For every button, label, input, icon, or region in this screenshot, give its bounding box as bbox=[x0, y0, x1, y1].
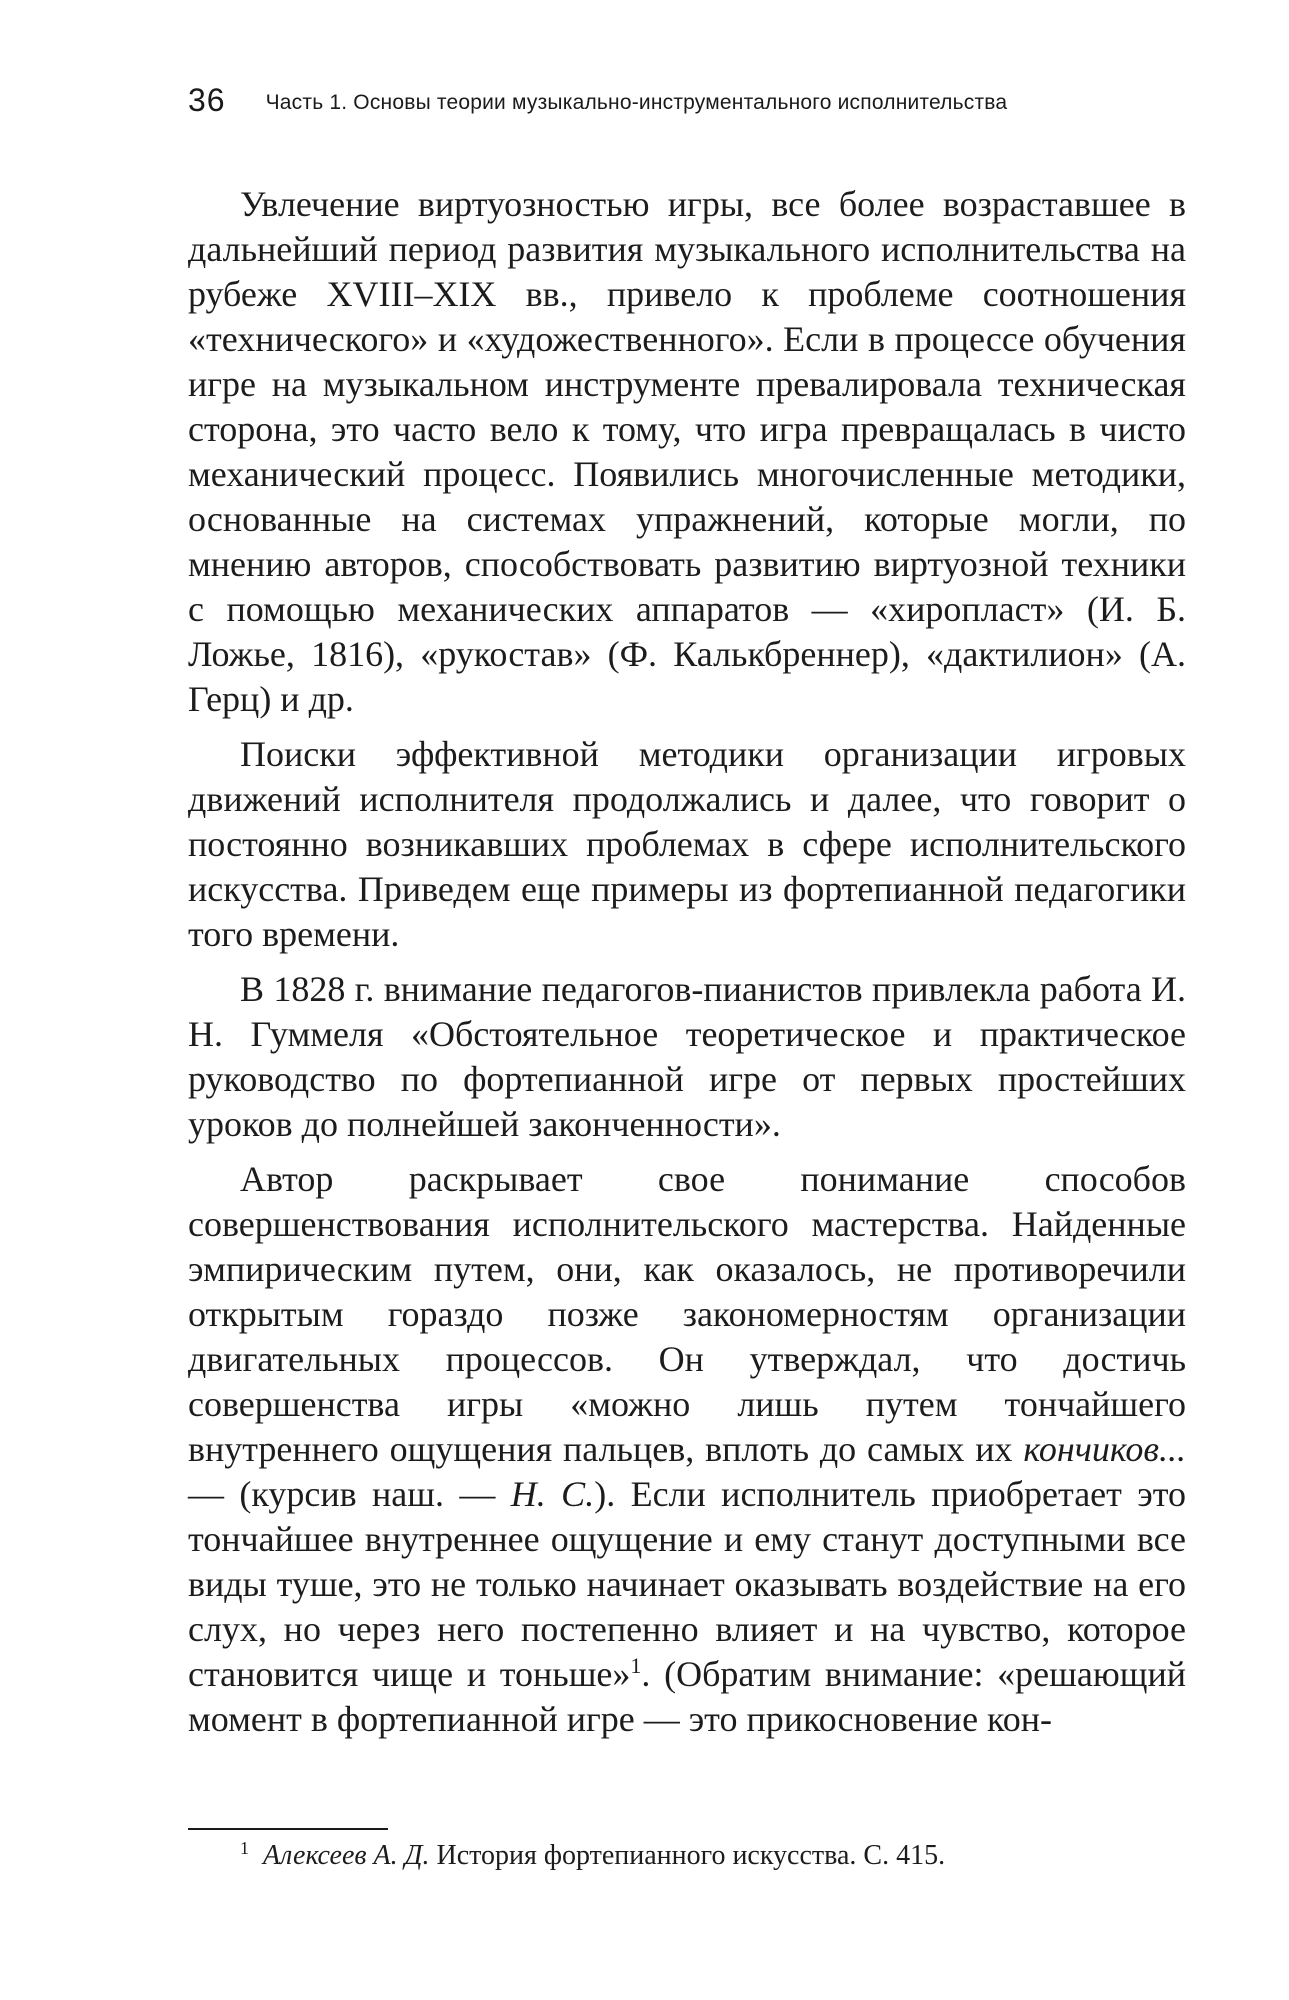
footnote-divider bbox=[188, 1828, 388, 1830]
paragraph-2: Поиски эффективной методики организации игровых движений исполнителя продолжались и далее, что говорит о постоянно возникавших проблемах в сфере исполнительского искусства. Приведем еще примеры из фортепианной педагогики того времени. bbox=[188, 734, 1186, 954]
paragraph-4-text-b: — (курсив наш. — bbox=[188, 1474, 511, 1514]
footnote-author: Алексеев А. Д. bbox=[263, 1840, 430, 1871]
italic-emphasis: кончиков... bbox=[1023, 1429, 1186, 1469]
paragraph-4-text-c: ). Если исполнитель приобретает это тончайшее внутреннее ощущение и ему станут доступными все виды туше, это не только начинает оказывать воздействие на его слух, но через него постепенно влияет и на чувство, которое становится чище и тоньше» bbox=[188, 1474, 1187, 1694]
footnote-reference: 1 bbox=[630, 1653, 642, 1678]
page-number: 36 bbox=[188, 82, 226, 118]
running-title: Часть 1. Основы теории музыкально-инструментального исполнительства bbox=[265, 91, 1008, 114]
footnote bbox=[240, 1838, 1180, 1874]
paragraph-4-text-a: Автор раскрывает свое понимание способов совершенствования исполнительского мастерства. Найденные эмпирическим путем, они, как оказалось, не противоречили открытым гораздо позже закономерностям организации двигательных процессов. Он утверждал, что достичь совершенства игры «можно лишь путем тончайшего внутреннего ощущения пальцев, вплоть до самых их bbox=[188, 1159, 1186, 1469]
body-text bbox=[188, 182, 1186, 1752]
paragraph-1: Увлечение виртуозностью игры, все более возраставшее в дальнейший период развития музыкального исполнительства на рубеже XVIII–XIX вв., привело к проблеме соотношения «технического» и «художественного». Если в процессе обучения игре на музыкальном инструменте превалировала техническая сторона, это часто вело к тому, что игра превращалась в чисто механический процесс. Появились многочисленные методики, основанные на системах упражнений, которые могли, по мнению авторов, способствовать развитию виртуозной техники с помощью механических аппаратов — «хиропласт» (И. Б. Ложье, 1816), «рукостав» (Ф. Калькбреннер), «дактилион» (А. Герц) и др. bbox=[188, 184, 1186, 719]
footnote-marker: 1 bbox=[240, 1837, 249, 1858]
paragraph-4-text-d: . (Обратим внимание: «решающий момент в фортепианной игре — это прикосновение кон- bbox=[188, 1654, 1186, 1739]
paragraph-3: В 1828 г. внимание педагогов-пианистов привлекла работа И. Н. Гуммеля «Обстоятельное теоретическое и практическое руководство по фортепианной игре от первых простейших уроков до полнейшей законченности». bbox=[188, 969, 1186, 1144]
running-header bbox=[188, 82, 1188, 122]
paragraph-4 bbox=[188, 1157, 1186, 1742]
footnote-text: История фортепианного искусства. С. 415. bbox=[429, 1840, 946, 1871]
italic-initials: Н. С. bbox=[510, 1474, 595, 1514]
